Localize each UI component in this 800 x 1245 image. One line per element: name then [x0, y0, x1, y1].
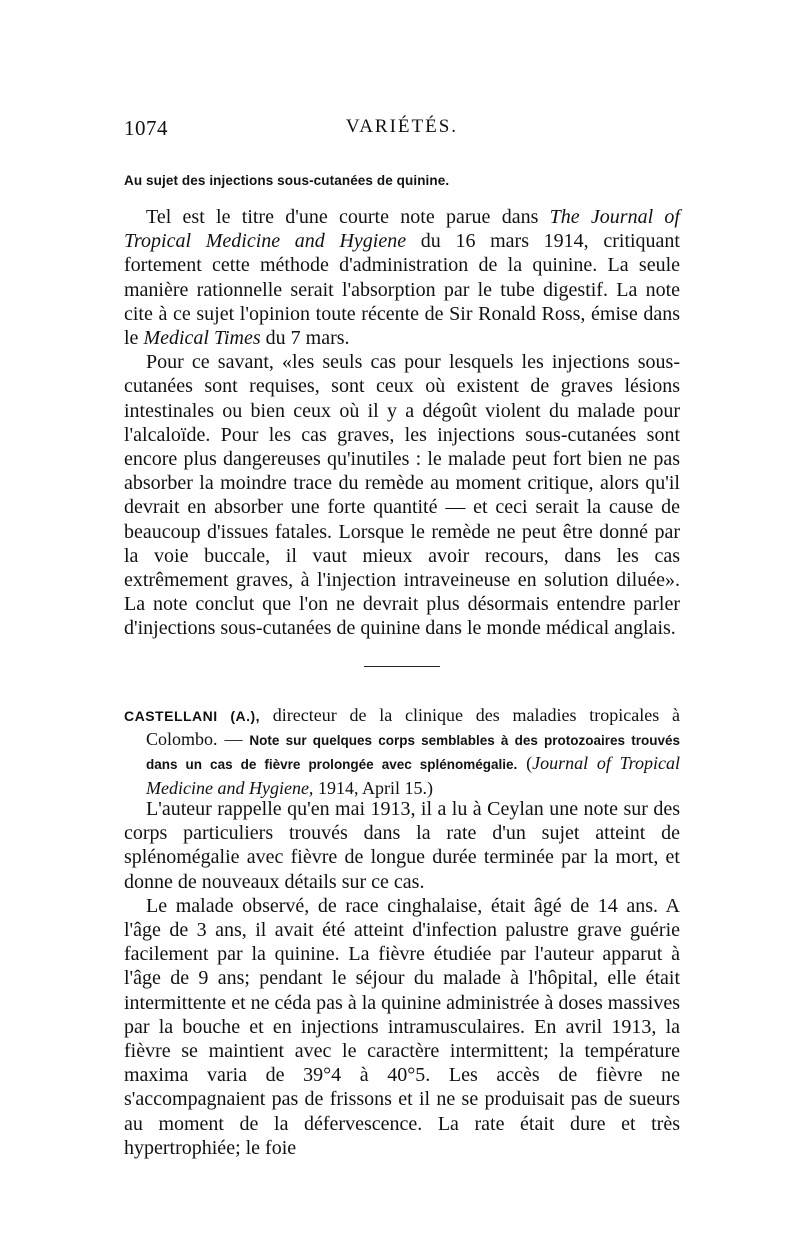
journal-title: Medical Times: [143, 327, 261, 350]
reference-author: CASTELLANI (A.),: [124, 708, 261, 724]
bibliographic-reference: [124, 704, 680, 799]
text-run: du 7 mars.: [260, 327, 350, 350]
reference-paren: (: [517, 753, 533, 773]
paragraph: Pour ce savant, «les seuls cas pour lesquels les injections sous-cutanées sont requises, sont ceux où existent de graves lésions intestinales ou bien ceux où il y a dégoût violent du malade pour l'alcaloïde. Pour les cas graves, les injections sous-cutanées sont encore plus dangereuses qu'inutiles : le malade peut fort bien ne pas absorber la moindre trace du remède au moment critique, alors qu'il devrait en absorber une forte quantité — et ceci serait la cause de beaucoup d'issues fatales. Lorsque le remède ne peut être donné par la voie buccale, il vaut mieux avoir recours, dans les cas extrêmement graves, à l'injection intraveineuse en solution diluée». La note conclut que l'on ne devrait plus désormais entendre parler d'injections sous-cutanées de quinine dans le monde médical anglais.: [124, 351, 680, 640]
reference-title: Note sur quelques corps semblables à des protozoaires trouvés dans un cas de fièvre prolongée avec splénomégalie.: [146, 732, 681, 772]
section1-body: [124, 205, 680, 641]
section2-body: [124, 797, 680, 1160]
section-divider: [364, 666, 440, 667]
running-head: VARIÉTÉS.: [345, 116, 459, 137]
paragraph: Le malade observé, de race cinghalaise, était âgé de 14 ans. A l'âge de 3 ans, il avait été atteint d'infection palustre grave guérie facilement par la quinine. La fièvre étudiée par l'auteur apparut à l'âge de 9 ans; pendant le séjour du malade à l'hôpital, elle était intermittente et ne céda pas à la quinine administrée à doses massives par la bouche et en injections intramusculaires. En avril 1913, la fièvre se maintient avec le caractère intermittent; la température maxima varia de 39°4 à 40°5. Les accès de fièvre ne s'accompagnaient pas de frissons et il ne se produisait pas de sueurs au moment de la défervescence. La rate était dure et très hypertrophiée; le foie: [124, 894, 680, 1159]
journal-title: The Journal of Tropical Medicine and Hygiene: [124, 206, 680, 253]
text-run: Tel est le titre d'une courte note parue dans: [146, 206, 550, 228]
page-header: [124, 116, 680, 144]
paragraph: L'auteur rappelle qu'en mai 1913, il a lu à Ceylan une note sur des corps particuliers trouvés dans la rate d'un sujet atteint de splénomégalie avec fièvre de longue durée terminée par la mort, et donne de nouveaux détails sur ce cas.: [124, 798, 680, 893]
reference-journal: Journal of Tropical Medicine and Hygiene,: [146, 753, 680, 798]
page-number: 1074: [124, 116, 168, 140]
paragraph: [124, 205, 680, 350]
reference-date: 1914, April 15.): [313, 777, 433, 798]
reference-affiliation: directeur de la clinique des maladies tropicales à Colombo. —: [146, 705, 680, 749]
text-run: du 16 mars 1914, critiquant fortement cette méthode d'administration de la quinine. La seule manière rationnelle serait l'absorption par le tube digestif. La note cite à ce sujet l'opinion toute récente de Sir Ronald Ross, émise dans le: [124, 230, 680, 350]
section-title: Au sujet des injections sous-cutanées de quinine.: [124, 173, 450, 188]
